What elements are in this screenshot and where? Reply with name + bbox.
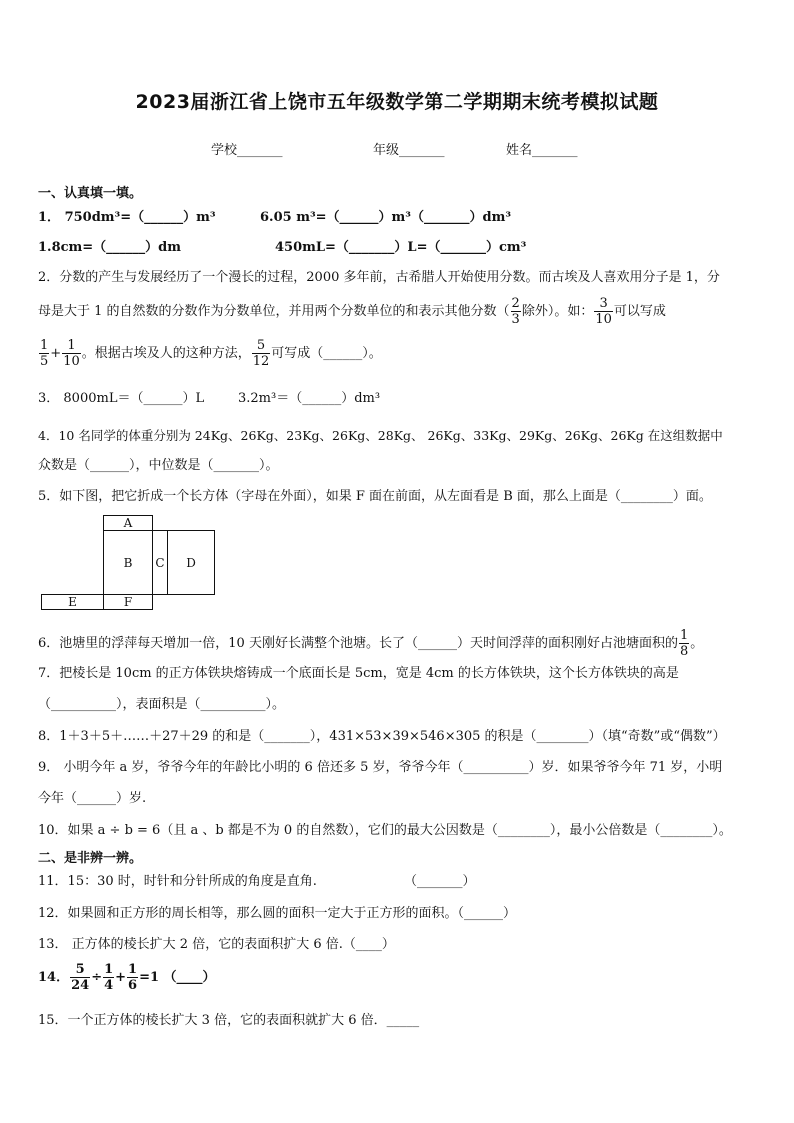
fraction-denominator: 8 (679, 644, 689, 659)
fraction-numerator: 5 (70, 962, 90, 978)
q1-part-c: 1.8cm=（______）dm (38, 240, 182, 255)
net-face-c: C (152, 530, 168, 595)
school-field[interactable]: 学校_______ (211, 143, 283, 158)
fraction-numerator: 1 (679, 628, 689, 643)
q14-label: 14． (38, 969, 70, 985)
q2-line-2-text-b: 除外）。如： (521, 303, 594, 319)
q3-part-b: 3.2m³＝（______）dm³ (238, 391, 381, 406)
q7-line-1: 7．把棱长是 10cm 的正方体铁块熔铸成一个底面长是 5cm，宽是 4cm 的长方体铁块，这个长方体铁块的高是 (38, 666, 679, 681)
q5-text: 5．如下图，把它折成一个长方体（字母在外面），如果 F 面在前面，从左面看是 B 面，那么上面是（________）面。 (38, 489, 712, 504)
q4-line-2: 众数是（______），中位数是（_______）。 (38, 458, 279, 473)
plus-sign: + (50, 345, 62, 361)
q11-answer-blank[interactable]: （_______） (404, 874, 476, 889)
fraction-numerator: 1 (40, 338, 49, 353)
fraction-denominator: 10 (63, 354, 80, 369)
q1-part-d: 450mL=（_______）L=（_______）cm³ (275, 240, 527, 255)
q12-text: 12．如果圆和正方形的周长相等，那么圆的面积一定大于正方形的面积。（______） (38, 906, 517, 921)
q6-line (38, 628, 703, 659)
fraction-numerator: 1 (62, 338, 81, 354)
fraction-1-4 (103, 962, 114, 993)
fraction-3-10 (594, 296, 613, 327)
fraction-numerator: 1 (128, 962, 138, 977)
fraction-denominator: 6 (128, 978, 138, 993)
fraction-denominator: 5 (40, 354, 49, 369)
q2-line-3-text-b: 可写成（______）。 (271, 345, 382, 361)
q2-line-3 (38, 338, 382, 369)
net-face-a: A (103, 515, 153, 531)
fraction-denominator: 10 (595, 312, 612, 327)
q15-text: 15．一个正方体的棱长扩大 3 倍，它的表面积就扩大 6 倍．_____ (38, 1013, 420, 1028)
fraction-numerator: 5 (252, 338, 271, 354)
section-1-heading: 一、认真填一填。 (38, 186, 143, 201)
fraction-denominator: 3 (511, 312, 520, 327)
q10-text: 10．如果 a ÷ b = 6（且 a 、b 都是不为 0 的自然数），它们的最大公因数是（________），最小公倍数是（________）。 (38, 823, 732, 838)
q6-text: 6．池塘里的浮萍每天增加一倍，10 天刚好长满整个池塘。长了（______）天时间浮萍的面积刚好占池塘面积的 (38, 635, 678, 651)
fraction-1-5 (39, 338, 49, 369)
q8-text: 8．1＋3＋5＋……＋27＋29 的和是（_______），431×53×39×546×305 的积是（________）（填“奇数”或“偶数”） (38, 729, 726, 744)
fraction-5-24 (70, 962, 90, 993)
q1-part-a: 1． 750dm³=（______）m³ (38, 210, 216, 225)
q4-line-1: 4．10 名同学的体重分别为 24Kg、26Kg、23Kg、26Kg、28Kg、 26Kg、33Kg、29Kg、26Kg、26Kg 在这组数据中 (38, 428, 723, 443)
q6-end: 。 (690, 635, 704, 651)
fraction-numerator: 2 (511, 296, 520, 311)
net-face-f: F (103, 594, 153, 610)
q14-line (38, 962, 216, 993)
q9-line-1: 9． 小明今年 a 岁，爷爷今年的年龄比小明的 6 倍还多 5 岁，爷爷今年（__________）岁．如果爷爷今年 71 岁，小明 (38, 760, 723, 775)
grade-field[interactable]: 年级_______ (373, 143, 445, 158)
fraction-denominator: 24 (71, 978, 90, 993)
fraction-2-3 (511, 296, 521, 327)
fraction-denominator: 12 (252, 354, 270, 369)
q14-rest: =1 （____） (139, 969, 216, 985)
fraction-1-10 (62, 338, 81, 369)
q13-text: 13． 正方体的棱长扩大 2 倍，它的表面积扩大 6 倍.（____） (38, 937, 395, 952)
fraction-5-12 (252, 338, 271, 369)
q2-line-2-text-c: 可以写成 (613, 303, 666, 319)
page-title: 2023届浙江省上饶市五年级数学第二学期期末统考模拟试题 (135, 91, 659, 113)
net-face-d: D (167, 530, 215, 595)
q11-text: 11．15：30 时，时针和分针所成的角度是直角. (38, 874, 317, 889)
fraction-1-6 (127, 962, 138, 993)
divide-sign: ÷ (91, 969, 103, 985)
cube-net-figure (41, 515, 216, 611)
fraction-numerator: 1 (104, 962, 114, 977)
fraction-denominator: 4 (104, 978, 114, 993)
q2-line-3-text-a: 。根据古埃及人的这种方法， (81, 345, 251, 361)
q1-part-b: 6.05 m³=（______）m³（_______）dm³ (260, 210, 512, 225)
q2-line-2-text-a: 母是大于 1 的自然数的分数作为分数单位，并用两个分数单位的和表示其他分数（ (38, 303, 510, 319)
plus-sign: + (115, 969, 127, 985)
name-field[interactable]: 姓名_______ (506, 143, 578, 158)
q9-line-2: 今年（______）岁. (38, 791, 147, 806)
fraction-1-8 (679, 628, 689, 659)
q2-line-1: 2．分数的产生与发展经历了一个漫长的过程，2000 多年前，古希腊人开始使用分数。而古埃及人喜欢用分子是 1，分 (38, 270, 720, 285)
fraction-numerator: 3 (594, 296, 613, 312)
q2-line-2 (38, 296, 666, 327)
q3-part-a: 3． 8000mL＝（______）L (38, 391, 205, 406)
net-face-e: E (41, 594, 104, 610)
net-face-b: B (103, 530, 153, 595)
section-2-heading: 二、是非辨一辨。 (38, 851, 143, 866)
q7-line-2: （__________），表面积是（__________）。 (38, 697, 286, 712)
